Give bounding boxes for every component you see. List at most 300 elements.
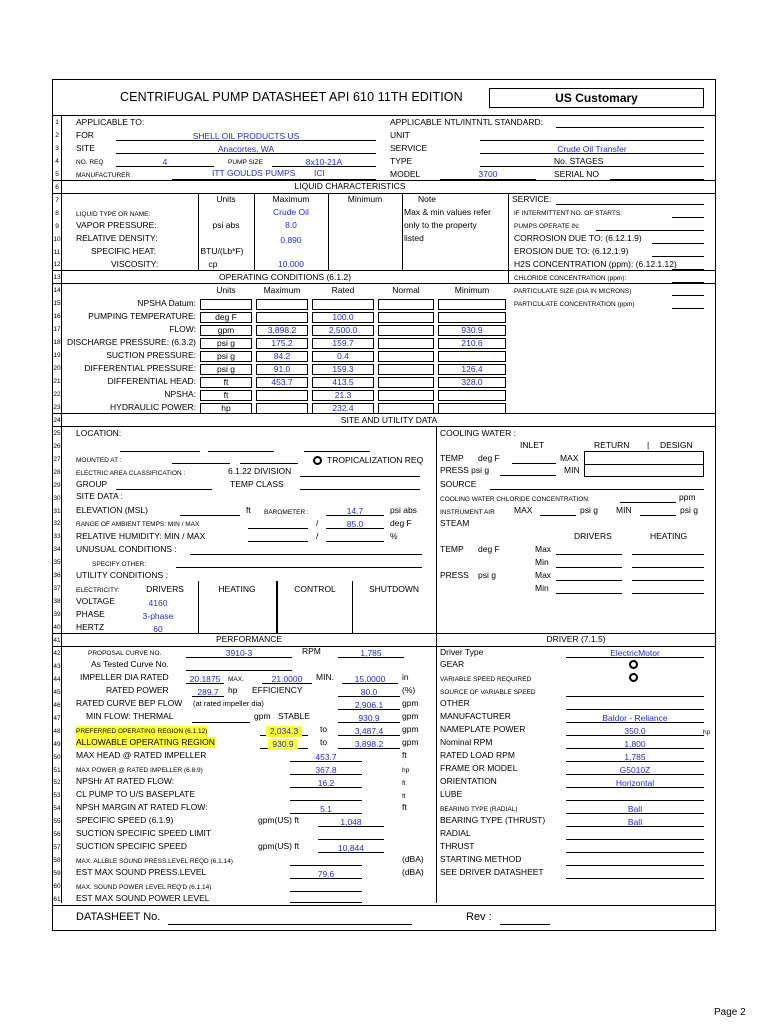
site-divider [436,426,437,634]
op-value-min: 930.9 [461,324,483,335]
bearing-radial-value: Ball [627,804,643,814]
starting-method-label: STARTING METHOD [440,854,522,864]
sound-req-unit: (dBA) [402,854,424,864]
particle-conc-field[interactable] [672,308,704,309]
sound-req-field[interactable] [290,865,362,866]
maxpower-unit: hp [402,767,410,774]
impeller-value: 20.1875 [189,674,221,684]
cooling-design-divider [584,464,704,465]
preferred-region-label: PREFERRED OPERATING REGION (6.1.12) [76,728,208,735]
datasheet-no-label: DATASHEET No. [76,911,161,923]
row-number: 41 [53,637,61,644]
row-number: 19 [53,352,61,360]
noreq-value: 4 [162,157,168,167]
margin-label: NPSH MARGIN AT RATED FLOW: [76,802,208,812]
allowable-to: to [320,737,328,747]
cooling-temp-field[interactable] [512,463,556,464]
margin-value: 5.1 [320,804,332,814]
op-cell-normal[interactable] [378,377,434,388]
steam-temp-label: TEMP [440,544,464,554]
vapor-units: psi abs [212,220,240,230]
op-cell-normal[interactable] [378,364,434,375]
division-field[interactable] [300,476,420,477]
op-col-units: Units [216,285,236,295]
steam-field[interactable] [632,580,704,581]
sound-est-value: 79.6 [317,869,335,879]
op-cell-normal[interactable] [378,312,434,323]
air-max-field[interactable] [540,515,576,516]
row-number: 12 [53,261,61,269]
site-value: Anacortes, WA [217,144,275,154]
liquid-grid-line [402,193,403,271]
op-value-rated: 159.7 [332,337,354,348]
cooling-temp-unit: deg F [478,453,500,463]
op-value-units: psi g [217,337,235,348]
noreq-label: NO. REQ [76,159,104,166]
op-value-units: ft [223,376,229,387]
particle-conc-label: PARTICULATE CONCENTRATION (ppm) [514,301,635,308]
voltage-value: 4160 [148,598,168,608]
row-number: 40 [53,624,61,632]
row-number: 8 [55,209,59,217]
liquid-col-units: Units [216,194,236,204]
ambient-max-value: 85.0 [346,519,364,529]
rev-field[interactable] [500,924,550,925]
steam-press-label: PRESS [440,570,469,580]
cooling-chloride-label: COOLING WATER CHLORIDE CONCENTRATION: [440,496,590,503]
row-number: 15 [53,300,61,308]
row-number: 54 [53,805,61,813]
units-system-box: US Customary [489,88,704,108]
elec-col-control: CONTROL [294,584,336,594]
specific-speed-unit: gpm(US) ft [258,815,300,825]
op-cell-rated[interactable] [312,299,374,310]
preferred-unit: gpm [402,724,419,734]
npshr-label: NPSHr AT RATED FLOW: [76,776,175,786]
row-number: 21 [53,378,61,385]
barometer-value: 14.7 [346,506,364,516]
proposal-value: 3910-3 [225,648,253,658]
serial-field[interactable] [610,179,704,180]
datasheet-no-field[interactable] [168,924,412,925]
density-label: RELATIVE DENSITY: [76,233,158,243]
cooling-label: COOLING WATER : [440,428,517,438]
row-number: 1 [55,119,59,126]
op-cell-normal[interactable] [378,351,434,362]
ambient-label: RANGE OF AMBIENT TEMPS: MIN / MAX [76,521,200,528]
nameplate-label: NAMEPLATE POWER [440,724,526,734]
suction-speed-value: 10,844 [338,843,364,853]
row-number: 31 [53,507,61,515]
starts-field[interactable] [672,217,704,218]
sound-est-unit: (dBA) [402,867,424,877]
group-field[interactable] [116,489,212,490]
preferred-to-value: 3,487.4 [354,726,384,736]
stable-value: 930.9 [358,713,380,723]
power-label: RATED POWER [106,685,169,695]
sound-est-label: EST MAX SOUND PRESS.LEVEL [76,867,207,877]
operating-header: OPERATING CONDITIONS (6.1.2) [218,272,352,282]
op-value-units: ft [223,389,229,400]
steam-field[interactable] [556,554,622,555]
sound-req-label: MAX. ALLBLE SOUND PRESS.LEVEL REQD (6.1.14) [76,858,233,865]
op-row-label: FLOW: [169,323,196,334]
op-cell-normal[interactable] [378,403,434,414]
row-number: 14 [53,287,61,295]
air-max-label: MAX [514,505,533,515]
row-number: 37 [53,585,61,593]
impeller-label: IMPELLER DIA RATED [80,672,169,682]
row-number: 57 [53,844,61,852]
cooling-design: DESIGN [660,440,693,450]
page-number: Page 2 [714,1007,746,1018]
preferred-from-value: 2,034.3 [266,726,302,737]
erosion-field[interactable] [652,256,704,257]
op-cell-min[interactable] [438,312,506,323]
row-number: 56 [53,831,61,839]
op-cell-min[interactable] [438,351,506,362]
row-number: 44 [53,675,61,683]
op-value-rated: 0.4 [337,350,349,361]
maxpower-label: MAX POWER @ RATED IMPELLER (6.8.9) [76,767,203,774]
suction-speed-label: SUCTION SPECIFIC SPEED [76,841,187,851]
stages-label: No. STAGES [554,156,604,166]
cooling-chloride-field[interactable] [620,502,676,503]
h2s-label: H2S CONCENTRATION (ppm): (6.12.1.12) [514,259,677,269]
op-value-max: 91.0 [273,363,291,374]
nameplate-value: 350.0 [624,726,646,736]
location-field-1[interactable] [120,451,200,452]
op-cell-min[interactable] [438,390,506,401]
site-header: SITE AND UTILITY DATA [340,415,438,425]
steam-field[interactable] [556,580,622,581]
row-number: 17 [53,326,61,334]
elec-grid-line [276,581,278,634]
corrosion-field[interactable] [652,243,704,244]
bep-note: (at rated impeller dia) [193,699,264,708]
serial-label: SERIAL NO [554,169,600,179]
elec-col-shutdown: SHUTDOWN [368,584,420,594]
standard-label: APPLICABLE NTL/INTNTL STANDARD: [390,117,544,127]
heat-label: SPECIFIC HEAT: [91,246,157,256]
op-col-max: Maximum [263,285,301,295]
row-number: 3 [55,144,59,152]
op-cell-units[interactable] [200,299,252,310]
maxhead-value: 453.7 [315,752,337,762]
liquid-grid-line [508,193,509,284]
steam-field[interactable] [632,554,704,555]
op-value-rated: 159.3 [332,363,354,374]
op-cell-max[interactable] [256,390,308,401]
maxhead-label: MAX HEAD @ RATED IMPELLER [76,750,207,760]
efficiency-label: EFFICIENCY [252,685,303,695]
driver-other-field[interactable] [566,709,704,710]
location-field-2[interactable] [208,451,274,452]
row-number: 7 [55,196,59,204]
utility-label: UTILITY CONDITIONS : [76,570,168,580]
row-number: 48 [53,727,61,735]
specific-speed-value: 1,048 [340,817,362,827]
cooling-press-field[interactable] [500,475,556,476]
see-driver-label: SEE DRIVER DATASHEET [440,867,544,877]
variable-source-field[interactable] [566,696,704,697]
op-value-units: psi g [217,350,235,361]
section-rule [52,646,716,647]
liquid-col-min: Minimum [347,194,383,204]
bearing-radial-label: BEARING TYPE (RADIAL) [440,806,518,813]
nominal-rpm-value: 1,800 [624,739,646,749]
row-number: 26 [53,442,61,450]
steam-label: STEAM [440,518,470,528]
nameplate-unit: hp [703,729,711,736]
row-number: 60 [53,883,61,891]
bep-value: 2,906.1 [354,700,384,710]
cooling-bar: | [647,440,650,450]
model-label: MODEL [390,169,421,179]
starts-label: IF INTERMITTENT NO. OF STARTS: [514,210,622,217]
op-cell-normal[interactable] [378,299,434,310]
steam-field[interactable] [632,593,704,594]
npshr-value: 16.2 [317,778,335,788]
mounted-field-2[interactable] [240,463,298,464]
see-driver-field[interactable] [566,878,704,879]
row-number: 59 [53,870,61,878]
row-number: 32 [53,520,61,528]
allowable-to-value: 3,898.2 [354,739,384,749]
row-number: 11 [53,248,61,256]
op-row-label: NPSHA Datum: [137,298,196,308]
viscosity-max: 10.000 [278,259,304,269]
proposal-label: PROPOSAL CURVE NO. [88,650,162,657]
operate-field[interactable] [596,230,704,231]
elevation-field[interactable] [180,515,240,516]
tested-field[interactable] [186,670,292,671]
driver-type-value: ElectricMotor [610,648,660,658]
driver-type-label: Driver Type [440,647,484,657]
row-number: 27 [53,455,61,463]
liquid-type-value: Crude Oil [273,207,309,217]
cl-field[interactable] [290,800,362,801]
cooling-source-field[interactable] [490,489,704,490]
thrust-label: THRUST [440,841,475,851]
variable-speed-label: VARIABLE SPEED REQUIRED [440,676,532,683]
manufacturer-value-2: ICI [314,168,325,178]
steam-field[interactable] [556,593,622,594]
air-min-field[interactable] [640,515,676,516]
suction-limit-field[interactable] [318,839,384,840]
row-number: 39 [53,611,61,619]
service-label: SERVICE [390,143,428,153]
minflow-thermal-field[interactable] [192,722,250,723]
op-cell-min[interactable] [438,403,506,414]
manufacturer-value: ITT GOULDS PUMPS [212,168,296,178]
suction-limit-label: SUCTION SPECIFIC SPEED LIMIT [76,828,212,838]
power-req-field[interactable] [290,891,362,892]
row-number: 35 [53,559,61,567]
row-number: 22 [53,390,61,398]
heat-units: BTU/(Lb*F) [200,246,244,256]
corrosion-label: CORROSION DUE TO: (6.12.1.9) [514,233,642,243]
npshr-unit: ft [402,780,406,787]
row-number: 4 [55,157,59,165]
h2s-field[interactable] [672,269,704,270]
particle-size-label: PARTICULATE SIZE (DIA IN MICRONS) [514,288,632,295]
steam-temp-min: Min [535,557,549,567]
cooling-press-label: PRESS psi g [440,465,490,475]
applicable-to-label: APPLICABLE TO: [76,117,145,127]
site-label: SITE [76,143,95,153]
op-value-max: 453.7 [271,376,293,387]
power-unit: hp [228,685,238,695]
service-misc-field[interactable] [556,204,704,205]
liquid-col-max: Maximum [272,194,310,204]
tropicalization-label: TROPICALIZATION REQ [327,455,424,465]
row-number: 30 [53,494,61,502]
driver-manufacturer-label: MANUFACTURER [440,711,511,721]
unit-label: UNIT [390,130,410,140]
row-number: 5 [55,170,59,178]
liquid-type-label: LIQUID TYPE OR NAME: [76,211,151,218]
row-number: 42 [53,649,61,657]
row-number: 45 [53,688,61,696]
thrust-field[interactable] [566,852,704,853]
starting-method-field[interactable] [566,865,704,866]
unusual-field[interactable] [190,554,422,555]
stable-label: STABLE [278,711,310,721]
phase-value: 3-phase [142,611,174,621]
stable-unit: gpm [402,711,419,721]
vapor-label: VAPOR PRESSURE: [76,220,157,230]
op-cell-normal[interactable] [378,325,434,336]
steam-temp-max: Max [535,544,552,554]
row-number: 9 [55,222,59,230]
humidity-slash: / [316,531,319,541]
hertz-value: 60 [153,624,163,634]
temp-class-field[interactable] [300,489,420,490]
erosion-label: EROSION DUE TO: (6.12.1.9) [514,246,629,256]
row-number: 10 [53,235,61,243]
op-cell-max[interactable] [256,299,308,310]
row-number: 23 [53,403,61,411]
cooling-return: RETURN [594,440,630,450]
title-separator [52,115,716,116]
steam-field[interactable] [632,567,704,568]
op-value-units: deg F [215,311,237,322]
driver-other-label: OTHER [440,698,470,708]
op-value-min: 126.4 [461,363,483,374]
steam-field[interactable] [556,567,622,568]
gear-radio[interactable] [629,660,638,669]
op-value-min: 328.0 [461,376,483,387]
op-value-max: 84.2 [273,350,291,361]
margin-unit: ft [402,802,407,812]
air-min-unit: psi g [680,505,698,515]
specific-speed-label: SPECIFIC SPEED (6.1.9) [76,815,174,825]
ambient-min-field[interactable] [248,528,308,529]
particle-size-field[interactable] [672,295,704,296]
pumpsize-value: 8x10-21A [305,157,343,167]
op-row-label: DISCHARGE PRESSURE: (6.3.2) [67,336,196,347]
area-class-label: ELECTRIC AREA CLASSIFICATION : [76,470,186,477]
temp-class-label: TEMP CLASS [230,479,284,489]
row-number: 49 [53,740,61,748]
impeller-min-label: MIN. [316,672,334,682]
bep-label: RATED CURVE BEP FLOW [76,698,183,708]
tropicalization-radio[interactable] [313,456,322,465]
power-value: 289.7 [197,687,219,697]
row-number: 53 [53,792,61,800]
op-cell-normal[interactable] [378,338,434,349]
unit-field[interactable] [480,140,704,141]
manufacturer-field[interactable] [172,179,376,180]
model-value: 3700 [478,169,498,179]
ambient-slash: / [316,518,319,528]
op-row-label: DIFFERENTIAL HEAD: [107,375,196,386]
allowable-from-value: 930.9 [268,739,298,750]
liquid-note-1: Max & min values refer [404,207,491,217]
elec-col-heating: HEATING [218,584,256,594]
minflow-unit: gpm [254,711,271,721]
op-cell-max[interactable] [256,403,308,414]
load-rpm-label: RATED LOAD RPM [440,750,515,760]
variable-speed-radio[interactable] [629,673,638,682]
humidity-max-field[interactable] [326,541,384,542]
row-number: 55 [53,818,61,826]
row-number: 6 [55,183,59,191]
manufacturer-label: MANUFACTURER [76,172,131,179]
elec-grid-line [352,581,353,634]
maxhead-unit: ft [402,750,407,760]
specify-field[interactable] [176,567,422,568]
steam-press-min: Min [535,583,549,593]
cooling-inlet: INLET [520,440,545,450]
performance-divider [436,633,437,903]
viscosity-units: cp [208,259,218,269]
orientation-label: ORIENTATION [440,776,497,786]
cooling-chloride-unit: ppm [679,492,696,502]
elevation-unit: ft [246,505,251,515]
barometer-unit: psi abs [390,505,417,515]
op-value-units: gpm [217,324,235,335]
efficiency-unit: (%) [402,685,416,695]
load-rpm-value: 1,785 [624,752,646,762]
power-req-label: MAX. SOUND POWER LEVEL REQ'D (6.1.14) [76,884,212,891]
air-max-unit: psi g [580,505,598,515]
row-number: 24 [53,416,61,424]
humidity-min-field[interactable] [248,541,308,542]
row-number: 36 [53,572,61,580]
frame-label: FRAME OR MODEL [440,763,518,773]
mounted-field-1[interactable] [172,463,230,464]
electricity-label: ELECTRICITY: [76,587,120,594]
cooling-temp-label: TEMP [440,453,464,463]
op-cell-normal[interactable] [378,390,434,401]
efficiency-value: 80.0 [360,687,378,697]
location-field-3[interactable] [304,451,370,452]
row-number: 43 [53,662,61,670]
performance-header: PERFORMANCE [215,634,283,644]
radial-field[interactable] [566,839,704,840]
standard-field[interactable] [556,127,704,128]
phase-label: PHASE [76,609,105,619]
lube-field[interactable] [566,800,704,801]
op-cell-max[interactable] [256,312,308,323]
humidity-label: RELATIVE HUMIDITY: MIN / MAX [76,531,206,541]
mounted-label: MOUNTED AT : [76,457,122,464]
op-cell-min[interactable] [438,299,506,310]
chloride-field[interactable] [672,282,704,283]
op-col-min: Minimum [454,285,490,295]
